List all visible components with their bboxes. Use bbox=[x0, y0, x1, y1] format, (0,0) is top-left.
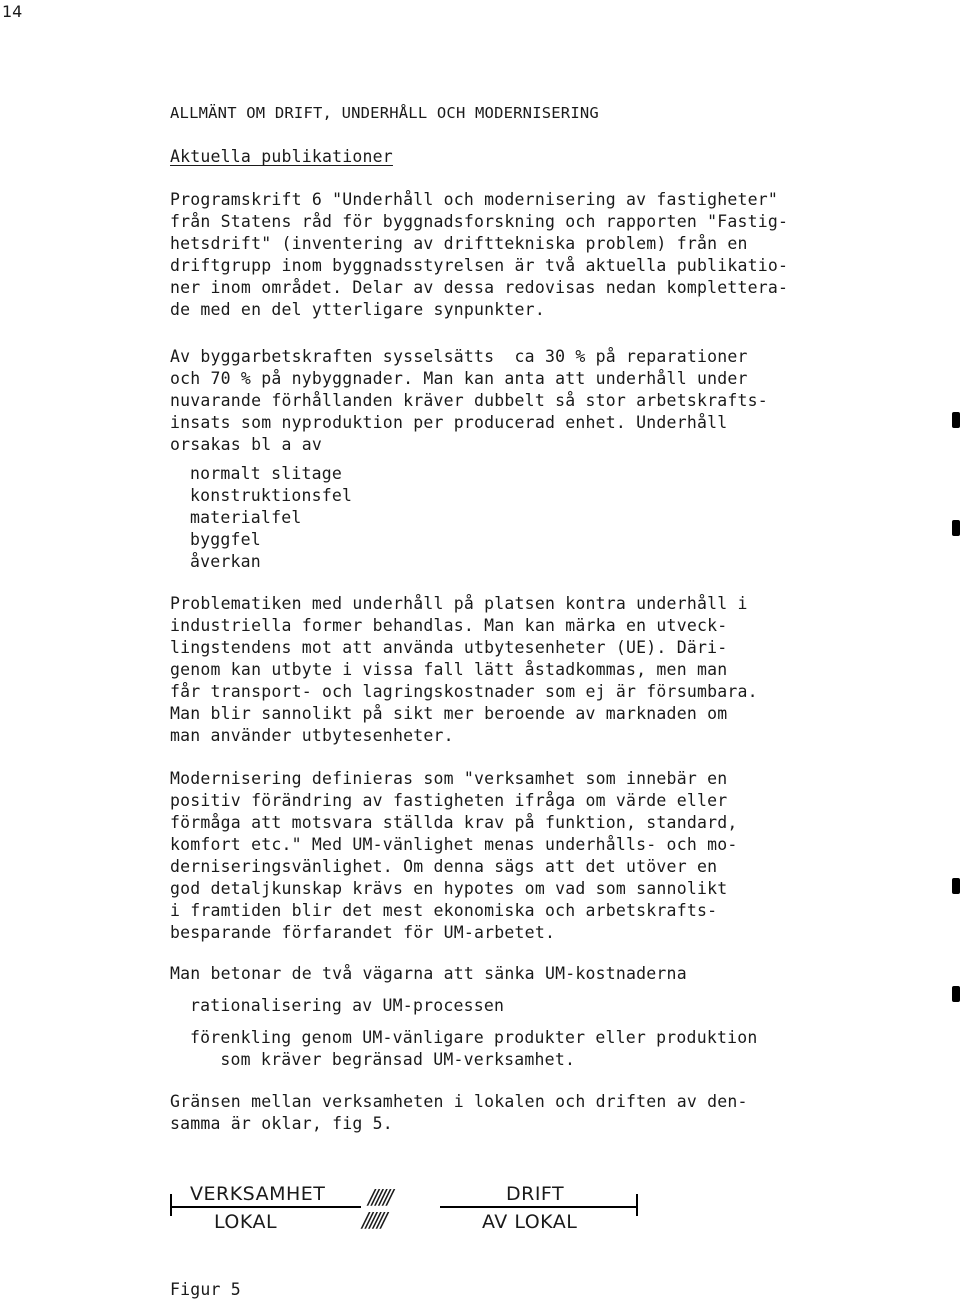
figure-left-tick bbox=[170, 1194, 172, 1216]
figure-label-drift: DRIFT bbox=[506, 1183, 565, 1205]
binding-hole-mark bbox=[952, 520, 960, 536]
paragraph-ways-intro: Man betonar de två vägarna att sänka UM-kostnaderna bbox=[170, 964, 687, 983]
figure-right-line bbox=[440, 1206, 636, 1208]
figure-hatch-lower: ////// bbox=[362, 1208, 385, 1232]
figure-caption: Figur 5 bbox=[170, 1280, 241, 1299]
figure-right-tick bbox=[636, 1194, 638, 1216]
figure-hatch: ////// bbox=[368, 1185, 391, 1209]
binding-hole-mark bbox=[952, 412, 960, 428]
figure-label-verksamhet: VERKSAMHET bbox=[190, 1183, 326, 1205]
section-subheading: Aktuella publikationer bbox=[170, 147, 393, 166]
figure-left-line bbox=[171, 1206, 361, 1208]
figure-label-av-lokal: AV LOKAL bbox=[482, 1211, 578, 1233]
binding-hole-mark bbox=[952, 986, 960, 1002]
binding-hole-mark bbox=[952, 878, 960, 894]
figure-label-lokal: LOKAL bbox=[214, 1211, 278, 1233]
page-number: 14 bbox=[2, 2, 23, 21]
page-heading: ALLMÄNT OM DRIFT, UNDERHÅLL OCH MODERNISERING bbox=[170, 104, 599, 122]
